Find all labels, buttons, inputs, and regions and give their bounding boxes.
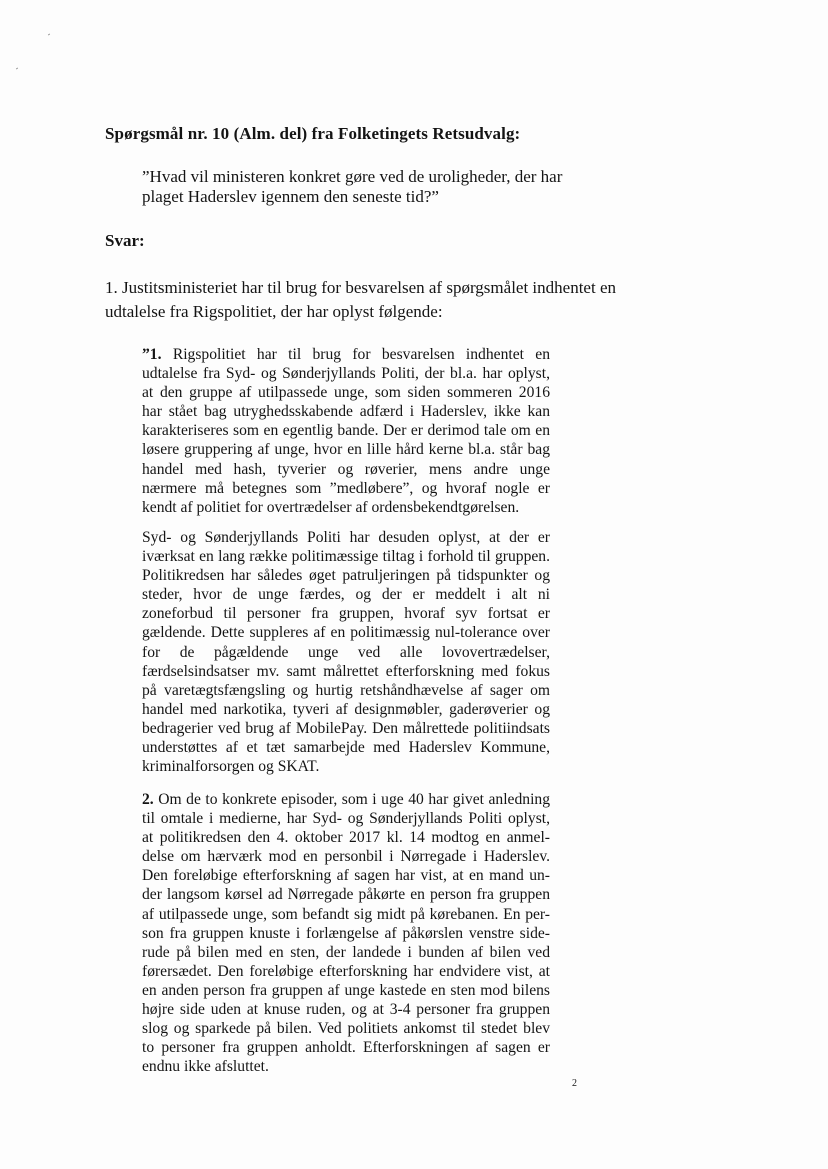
scan-speck — [48, 34, 50, 36]
quote-line — [142, 345, 550, 364]
page-number: 2 — [572, 1078, 577, 1089]
question-line: ”Hvad vil ministeren konkret gøre ved de uroligheder, der har — [142, 167, 563, 186]
quote-line: slog og sparkede på bilen. Ved politiets ankomst til stedet blev — [142, 1020, 550, 1038]
quote-line: kriminalforsorgen og SKAT. — [142, 758, 320, 776]
intro-line: udtalelse fra Rigspolitiet, der har oplyst følgende: — [105, 302, 443, 321]
quote-paragraph-2 — [142, 528, 550, 776]
question-heading: Spørgsmål nr. 10 (Alm. del) fra Folketingets Retsudvalg: — [105, 124, 521, 143]
quote-line: Politikredsen har således øget patruljeringen på tidspunkter og — [142, 567, 550, 585]
quote-line: Syd- og Sønderjyllands Politi har desuden oplyst, at der er — [142, 529, 550, 546]
quote-line: nærmere må betegnes som ”medløbere”, og hvoraf nogle er — [142, 479, 550, 497]
quote-line: karakteriseres som en egentlig bande. Der er derimod tale om en — [142, 422, 550, 440]
quote-lead-number: ”1. — [142, 346, 162, 363]
quote-line: at den gruppe af utilpassede unge, som siden sommeren 2016 — [142, 384, 550, 402]
quote-line — [142, 790, 550, 809]
quote-line: handel med narkotika, tyveri af designmøbler, gaderøverier og — [142, 700, 550, 718]
quote-line: kendt af politiet for overtrædelser af ordensbekendtgørelsen. — [142, 498, 520, 516]
quote-line: delse om hærværk mod en personbil i Nørregade i Haderslev. — [142, 848, 550, 866]
quote-line: højre side uden at knuse ruden, og at 3-4 personer fra gruppen — [142, 1001, 550, 1019]
quote-paragraph-1 — [142, 345, 550, 517]
quote-line: rude på bilen med en sten, der landede i bunden af bilen ved — [142, 943, 550, 961]
quote-line: løsere gruppering af unge, hvor en lille hård kerne bl.a. står bag — [142, 441, 550, 459]
quote-paragraph-3 — [142, 790, 550, 1076]
quote-line: af utilpassede unge, som befandt sig midt på kørebanen. En per- — [142, 905, 550, 923]
quote-line: færdselsindsatser mv. samt målrettet efterforskning med fokus — [142, 662, 550, 680]
quote-line: udtalelse fra Syd- og Sønderjyllands Politi, der bl.a. har oplyst, — [142, 365, 550, 383]
quote-line: for de pågældende unge ved alle lovovertrædelser, — [142, 643, 550, 661]
quote-line-text: Om de to konkrete episoder, som i uge 40 har givet anledning — [153, 791, 550, 808]
quote-line: iværksat en lang række politimæssige tiltag i forhold til gruppen. — [142, 548, 550, 566]
quote-line: zoneforbud til personer fra gruppen, hvoraf syv fortsat er — [142, 605, 550, 623]
quote-line: Den foreløbige efterforskning af sagen har vist, at en mand un- — [142, 867, 550, 885]
quote-line: på varetægtsfængsling og hurtig retshåndhævelse af sager om — [142, 681, 550, 699]
quote-line: steder, hvor de unge færdes, og der er meddelt i alt ni — [142, 586, 550, 604]
quote-line: handel med hash, tyverier og røverier, mens andre unge — [142, 460, 550, 478]
quote-line: to personer fra gruppen anholdt. Efterforskningen af sagen er — [142, 1039, 550, 1057]
answer-label: Svar: — [105, 231, 145, 250]
answer-intro — [105, 276, 616, 324]
quote-line: har stået bag utryghedsskabende adfærd i Haderslev, ikke kan — [142, 403, 550, 421]
quote-line: der langsom kørsel ad Nørregade påkørte en person fra gruppen — [142, 886, 550, 904]
quote-line-text: Rigspolitiet har til brug for besvarelsen indhentet en — [161, 346, 550, 363]
scan-speck — [16, 68, 18, 70]
quote-line: at politikredsen den 4. oktober 2017 kl. 14 modtog en anmel- — [142, 829, 550, 847]
quote-line: bedragerier ved brug af MobilePay. Den målrettede politiindsats — [142, 719, 550, 737]
quote-line: gældende. Dette suppleres af en politimæssig nul-tolerance over — [142, 624, 550, 642]
quote-line: understøttes af et tæt samarbejde med Haderslev Kommune, — [142, 739, 550, 757]
quote-line: førersædet. Den foreløbige efterforskning har endvidere vist, at — [142, 962, 550, 980]
intro-line: 1. Justitsministeriet har til brug for besvarelsen af spørgsmålet indhentet en — [105, 278, 616, 297]
quote-lead-number: 2. — [142, 791, 154, 808]
quote-line: endnu ikke afsluttet. — [142, 1058, 269, 1076]
question-text — [142, 167, 562, 207]
question-line: plaget Haderslev igennem den seneste tid?” — [142, 187, 439, 206]
quote-line: son fra gruppen knuste i forlængelse af påkørslen venstre side- — [142, 924, 550, 942]
quote-line: til omtale i medierne, har Syd- og Sønderjyllands Politi oplyst, — [142, 810, 550, 828]
quote-line: en anden person fra gruppen af unge kastede en sten mod bilens — [142, 981, 550, 999]
